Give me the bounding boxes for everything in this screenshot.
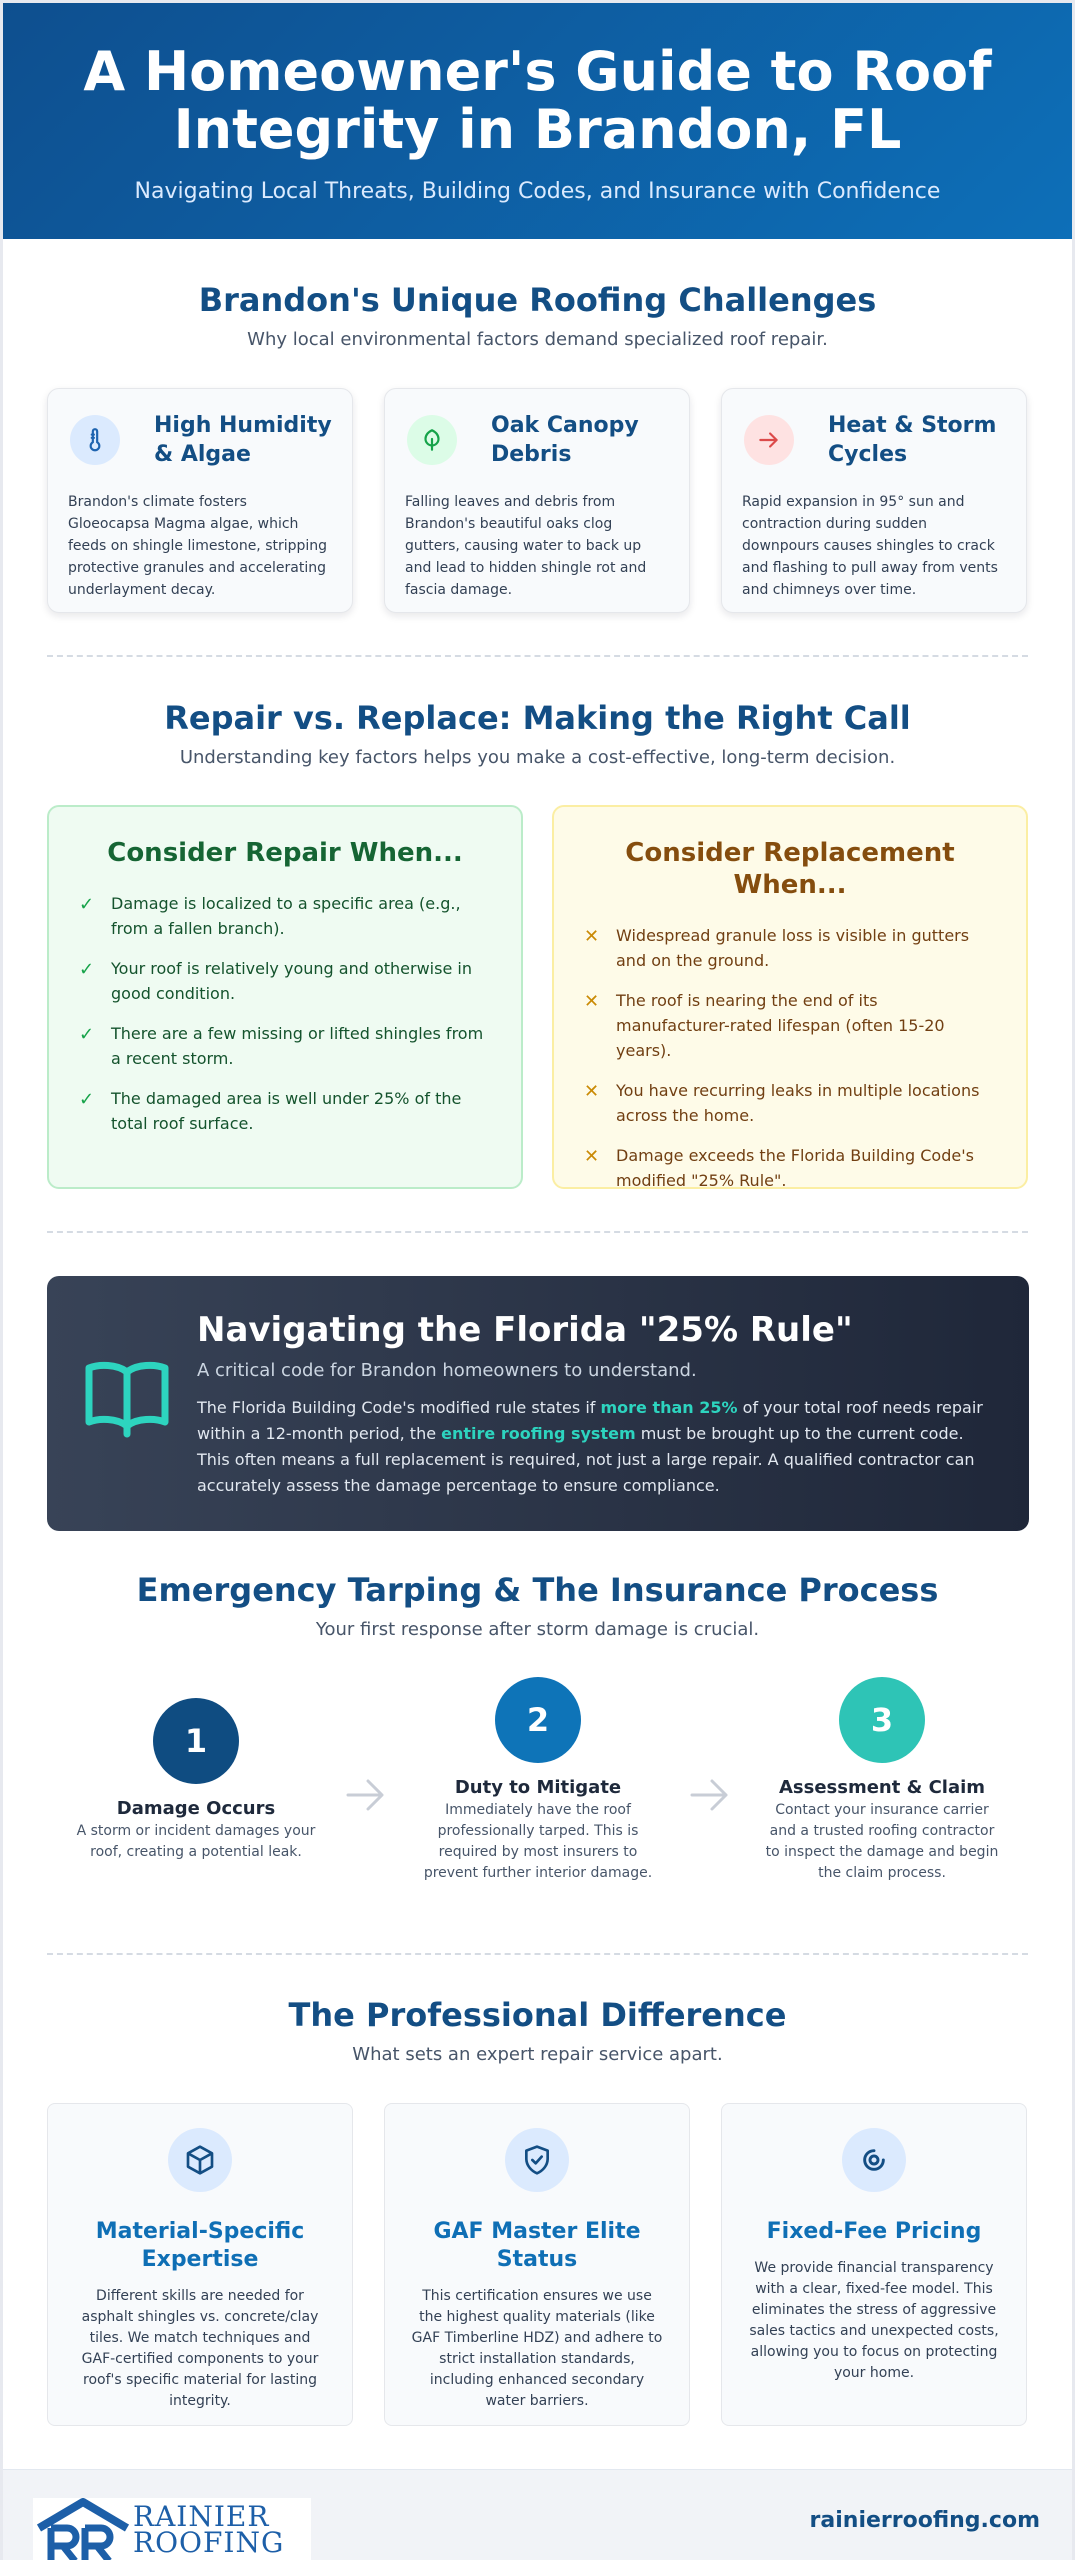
shield-check-icon [505, 2128, 569, 2192]
replace-list [584, 923, 996, 1193]
title-line-1: A Homeowner's Guide to Roof [83, 40, 992, 103]
step-title: Duty to Mitigate [454, 1777, 622, 1798]
rule-text: must be brought up to the current code. This often means a full replacement is required, not just a large repair. A qualified contractor can accurately assess the damage percentage to ensure compliance. [197, 1424, 975, 1495]
list-item [584, 988, 996, 1063]
pro-card-pricing [721, 2103, 1027, 2426]
step-number: 3 [839, 1677, 925, 1763]
challenge-title: Oak Canopy Debris [491, 413, 639, 467]
repair-replace-subtitle: Understanding key factors helps you make a cost-effective, long-term decision. [179, 747, 896, 768]
check-icon: ✓ [79, 959, 95, 980]
list-item [584, 1078, 996, 1128]
step-text: Immediately have the roof professionally tarped. This is required by most insurers to prevent further interior damage. [423, 1802, 653, 1881]
challenge-title: High Humidity & Algae [154, 413, 332, 467]
list-item-text: Damage exceeds the Florida Building Code's modified "25% Rule". [616, 1146, 974, 1190]
rule-highlight: entire roofing system [441, 1424, 636, 1443]
insurance-title: Emergency Tarping & The Insurance Process [136, 1571, 939, 1609]
list-item [584, 923, 996, 973]
challenges-title: Brandon's Unique Roofing Challenges [198, 281, 877, 319]
professional-title: The Professional Difference [288, 1996, 787, 2034]
repair-list [79, 891, 491, 1136]
website-link[interactable]: rainierroofing.com [809, 2508, 1040, 2533]
list-item [584, 1143, 996, 1193]
step-title: Damage Occurs [116, 1798, 276, 1819]
rule-title: Navigating the Florida "25% Rule" [197, 1310, 853, 1350]
pro-card-title: Fixed-Fee Pricing [766, 2219, 982, 2244]
check-icon: ✓ [79, 1024, 95, 1045]
list-item [79, 956, 491, 1006]
rule-subtitle: A critical code for Brandon homeowners to understand. [197, 1360, 697, 1381]
book-icon [85, 1358, 169, 1438]
step-text: A storm or incident damages your roof, creating a potential leak. [76, 1823, 316, 1860]
step-number: 2 [495, 1677, 581, 1763]
step-number: 1 [153, 1698, 239, 1784]
insurance-heading [3, 1571, 1072, 1640]
chevron-right-icon [690, 1775, 730, 1815]
thermometer-icon [70, 415, 120, 465]
professional-subtitle: What sets an expert repair service apart. [352, 2044, 723, 2065]
challenges-subtitle: Why local environmental factors demand specialized roof repair. [247, 329, 828, 350]
challenge-title: Heat & Storm Cycles [828, 413, 997, 467]
check-icon: ✓ [79, 894, 95, 915]
repair-card [47, 805, 523, 1189]
section-divider [47, 655, 1028, 657]
cross-icon: ✕ [584, 1146, 600, 1167]
infographic-page [3, 3, 1072, 2560]
logo-line-2: ROOFING [133, 2526, 285, 2559]
cross-icon: ✕ [584, 1081, 600, 1102]
rule-text: of your total roof needs repair within a 12-month period, the [197, 1398, 983, 1443]
rule-body [197, 1395, 989, 1499]
pro-card-gaf [384, 2103, 690, 2426]
repair-replace-title: Repair vs. Replace: Making the Right Call [164, 699, 911, 737]
repair-replace-heading [3, 699, 1072, 768]
challenge-card-heat [721, 388, 1027, 613]
logo-text [133, 2500, 285, 2559]
logo-line-1: RAINIER [133, 2500, 270, 2533]
leaf-icon [407, 415, 457, 465]
challenge-text: Rapid expansion in 95° sun and contraction during sudden downpours causes shingles to crack and flashing to pull away from vents and chimneys over time. [742, 494, 998, 598]
arrow-right-icon [744, 415, 794, 465]
hero-header [3, 3, 1072, 239]
step-damage-occurs [76, 1698, 316, 1863]
professional-heading [3, 1996, 1072, 2065]
list-item-text: There are a few missing or lifted shingles from a recent storm. [111, 1024, 484, 1068]
roof-logo-icon [37, 2498, 129, 2560]
list-item-text: The damaged area is well under 25% of the total roof surface. [111, 1089, 462, 1133]
replace-card-title: Consider Replacement When... [625, 838, 955, 900]
target-icon [842, 2128, 906, 2192]
pro-card-material [47, 2103, 353, 2426]
list-item-text: The roof is nearing the end of its manufacturer-rated lifespan (often 15-20 years). [616, 991, 945, 1060]
rainier-roofing-logo[interactable] [33, 2498, 311, 2560]
cross-icon: ✕ [584, 926, 600, 947]
list-item [79, 891, 491, 941]
list-item [79, 1021, 491, 1071]
step-text: Contact your insurance carrier and a trusted roofing contractor to inspect the damage and begin the claim process. [765, 1802, 999, 1881]
rule-text: The Florida Building Code's modified rule states if [197, 1398, 601, 1417]
challenge-card-oak [384, 388, 690, 613]
list-item [79, 1086, 491, 1136]
list-item-text: Your roof is relatively young and otherwise in good condition. [111, 959, 472, 1003]
list-item-text: You have recurring leaks in multiple locations across the home. [616, 1081, 980, 1125]
check-icon: ✓ [79, 1089, 95, 1110]
challenge-text: Brandon's climate fosters Gloeocapsa Magma algae, which feeds on shingle limestone, stripping protective granules and accelerating underlayment decay. [68, 494, 328, 598]
florida-rule-callout [47, 1276, 1029, 1531]
footer [3, 2469, 1072, 2560]
page-subtitle: Navigating Local Threats, Building Codes, and Insurance with Confidence [134, 179, 941, 204]
insurance-subtitle: Your first response after storm damage is crucial. [315, 1619, 760, 1640]
chevron-right-icon [346, 1775, 386, 1815]
section-divider [47, 1953, 1028, 1955]
step-title: Assessment & Claim [778, 1777, 986, 1798]
page-title [3, 40, 1072, 161]
pro-card-text: This certification ensures we use the highest quality materials (like GAF Timberline HDZ) and adhere to strict installation standards, including enhanced secondary water barriers. [411, 2288, 663, 2409]
cube-icon [168, 2128, 232, 2192]
cross-icon: ✕ [584, 991, 600, 1012]
pro-card-text: We provide financial transparency with a clear, fixed-fee model. This eliminates the stress of aggressive sales tactics and unexpected costs, allowing you to focus on protecting your home. [749, 2260, 999, 2381]
rule-highlight: more than 25% [600, 1398, 738, 1417]
list-item-text: Widespread granule loss is visible in gutters and on the ground. [616, 926, 970, 970]
step-duty-to-mitigate [418, 1677, 658, 1884]
challenges-heading [3, 281, 1072, 350]
challenge-card-humidity [47, 388, 353, 613]
repair-card-title: Consider Repair When... [107, 838, 463, 868]
title-line-2: Integrity in Brandon, FL [173, 98, 902, 161]
pro-card-title: GAF Master Elite Status [433, 2219, 641, 2272]
pro-card-text: Different skills are needed for asphalt shingles vs. concrete/clay tiles. We match techniques and GAF-certified components to your roof's specific material for lasting integrity. [81, 2288, 319, 2409]
challenge-text: Falling leaves and debris from Brandon's beautiful oaks clog gutters, causing water to back up and lead to hidden shingle rot and fascia damage. [405, 494, 647, 598]
replace-card [552, 805, 1028, 1189]
list-item-text: Damage is localized to a specific area (e.g., from a fallen branch). [111, 894, 461, 938]
pro-card-title: Material-Specific Expertise [95, 2219, 305, 2272]
step-assessment-claim [762, 1677, 1002, 1884]
section-divider [47, 1231, 1028, 1233]
